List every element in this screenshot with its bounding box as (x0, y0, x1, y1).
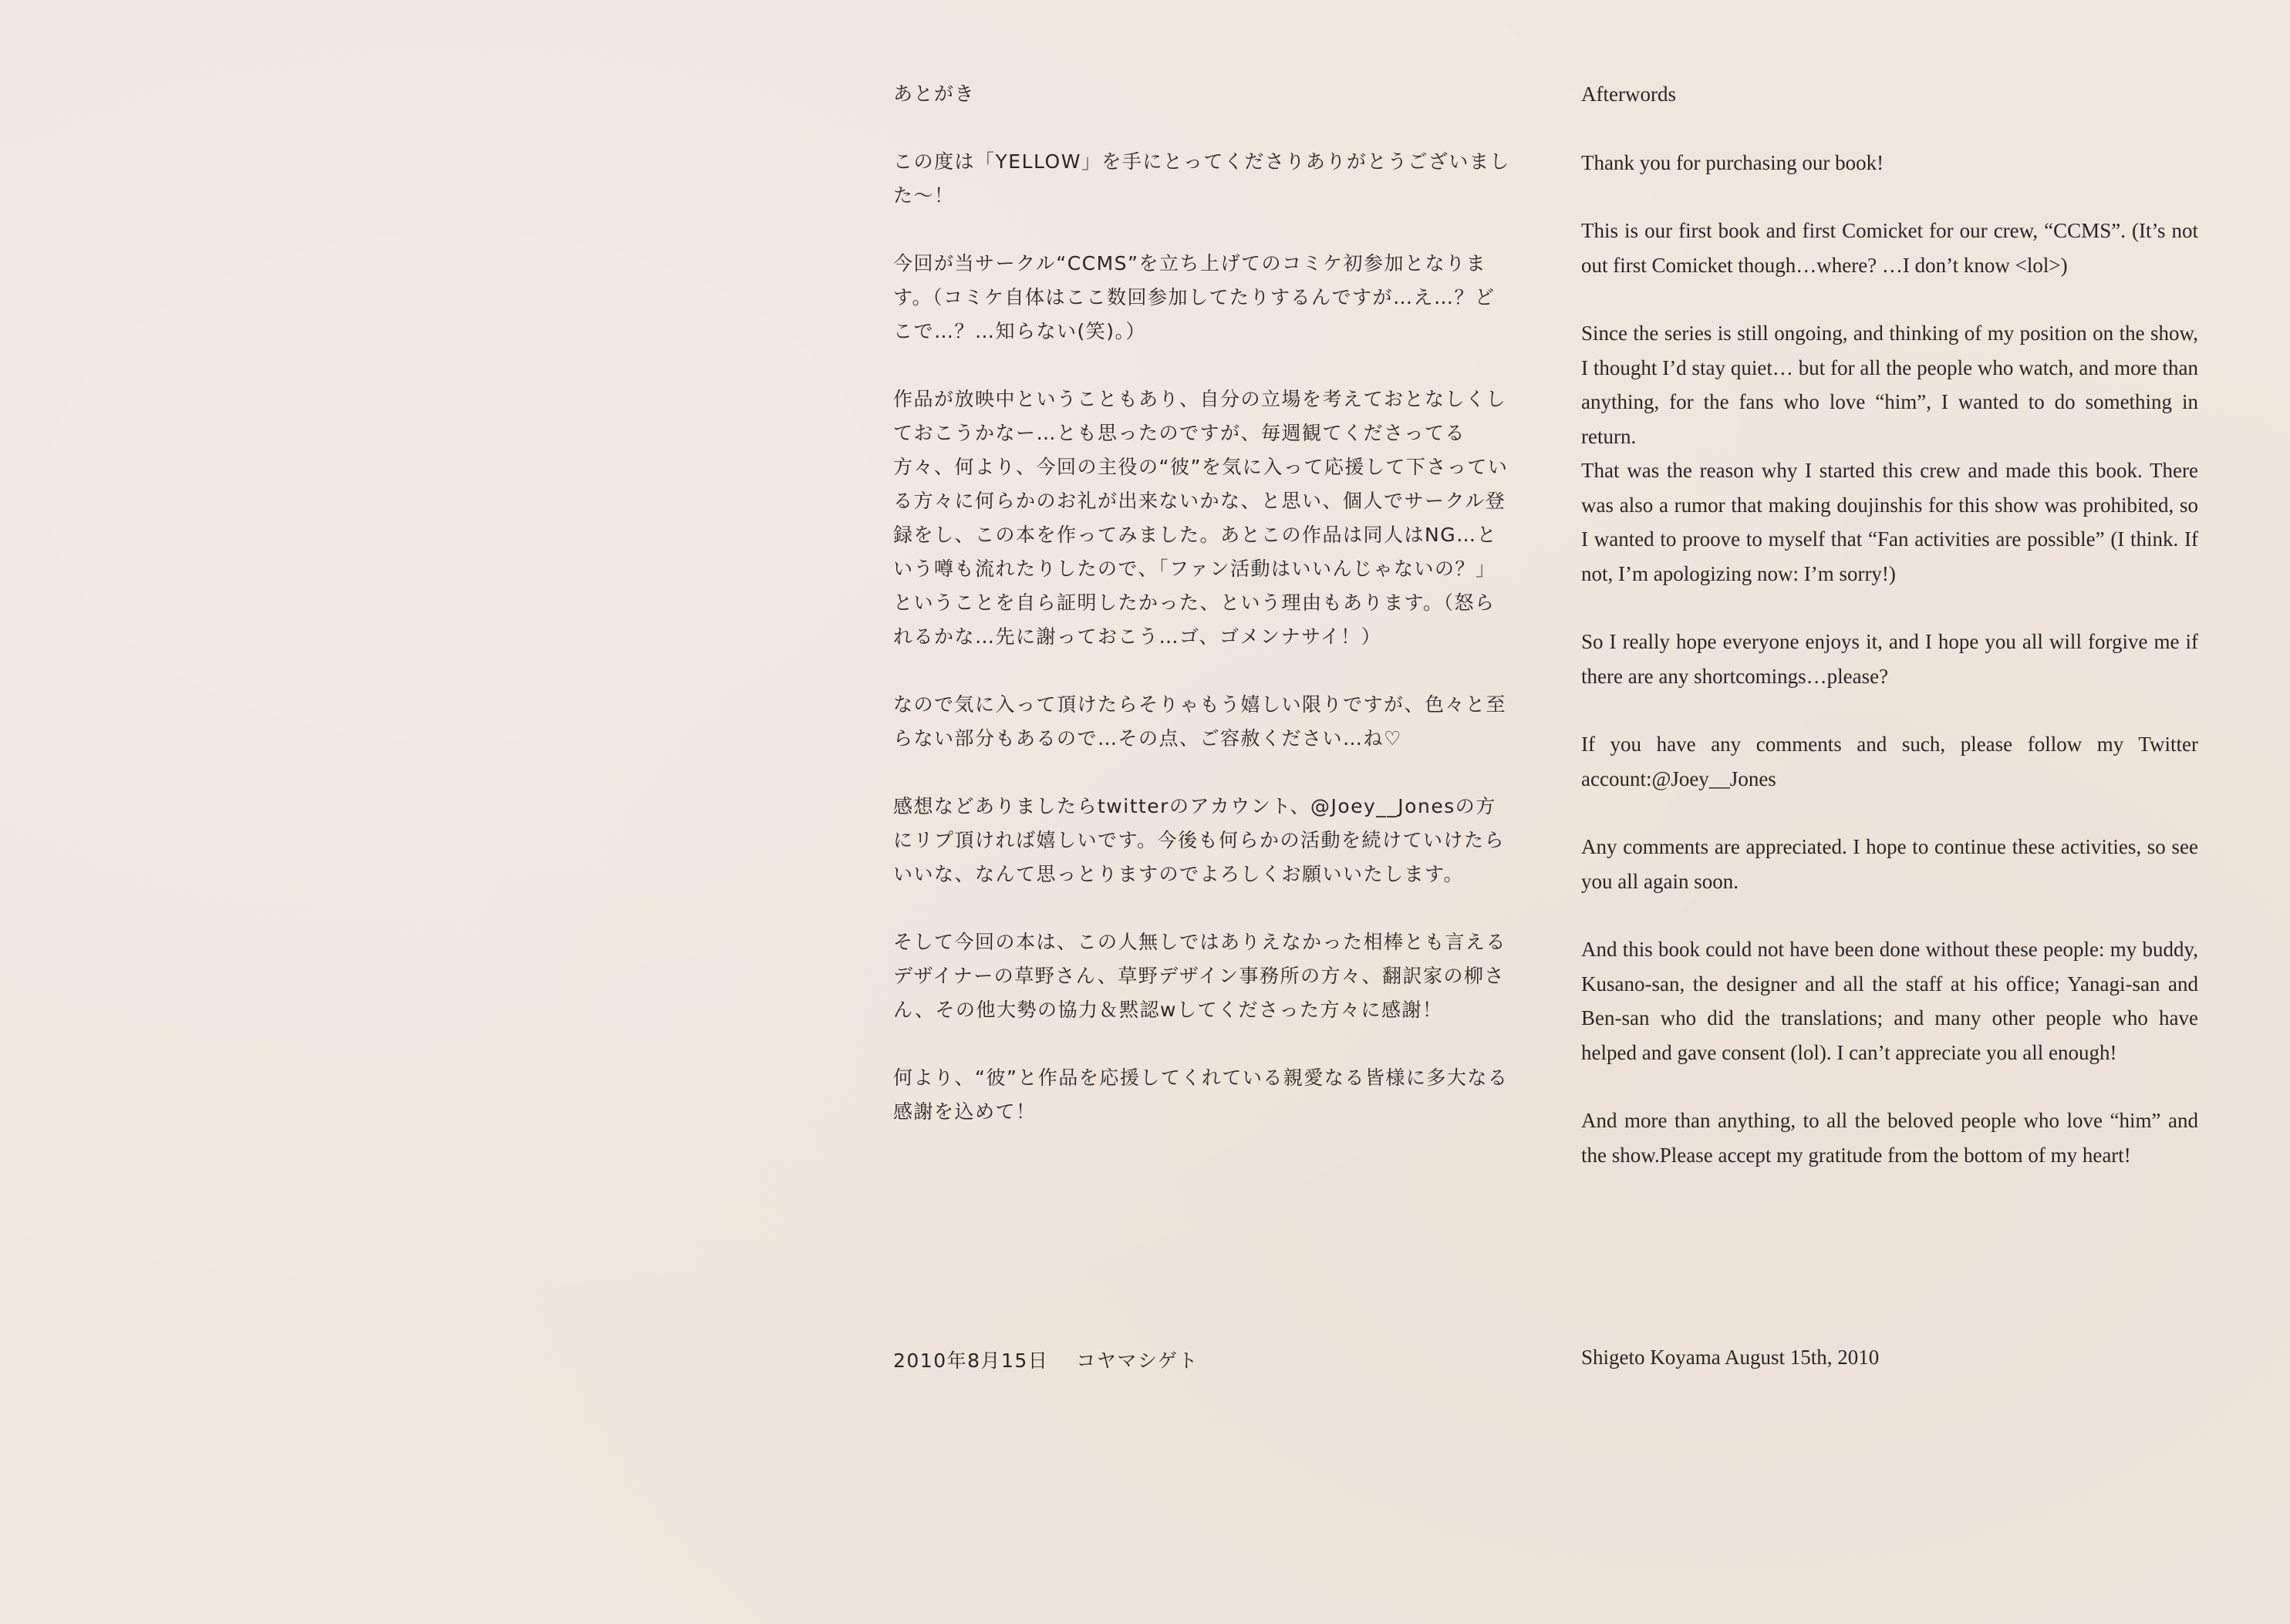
japanese-signature (893, 1346, 1199, 1373)
japanese-paragraph-6: そして今回の本は、この人無しではありえなかった相棒とも言えるデザイナーの草野さん、草野デザイン事務所の方々、翻訳家の柳さん、その他大勢の協力＆黙認wしてくださった方々に感謝！ (893, 931, 1507, 1021)
japanese-paragraph-7: 何より、“彼”と作品を応援してくれている親愛なる皆様に多大なる感謝を込めて！ (893, 1066, 1509, 1123)
afterword-japanese (893, 77, 1510, 1163)
japanese-heading: あとがき (893, 83, 976, 105)
japanese-paragraph-5: 感想などありましたらtwitterのアカウント、@Joey__Jonesの方にリプ頂ければ嬉しいです。今後も何らかの活動を続けていけたらいいな、なんて思っとりますのでよろしくお願いいたします。 (893, 795, 1506, 885)
english-paragraph-9: And more than anything, to all the beloved people who love “him” and the show.Please accept my gratitude from the bottom of my heart! (1581, 1109, 2198, 1167)
japanese-paragraph-4: なので気に入って頂けたらそりゃもう嬉しい限りですが、色々と至らない部分もあるので…その点、ご容赦ください…ね♡ (893, 693, 1507, 750)
japanese-paragraph-1: この度は「YELLOW」を手にとってくださりありがとうございました～！ (893, 150, 1510, 207)
english-paragraph-8: And this book could not have been done without these people: my buddy, Kusano-san, the designer and all the staff at his office; Yanagi-san and Ben-san who did the translations; and many other people who have helped and gave consent (lol). I can’t appreciate you all enough! (1581, 938, 2198, 1064)
english-paragraph-7: Any comments are appreciated. I hope to continue these activities, so see you all again soon. (1581, 835, 2198, 893)
english-paragraph-6: If you have any comments and such, please follow my Twitter account:@Joey__Jones (1581, 733, 2198, 790)
english-paragraph-5: So I really hope everyone enjoys it, and I hope you all will forgive me if there are any shortcomings…please? (1581, 630, 2198, 688)
japanese-paragraph-2: 今回が当サークル“CCMS”を立ち上げてのコミケ初参加となります。（コミケ自体はここ数回参加してたりするんですが…え…？どこで…？…知らない(笑)。） (893, 252, 1496, 342)
japanese-paragraph-3: 作品が放映中ということもあり、自分の立場を考えておとなしくしておこうかなー…とも思ったのですが、毎週観てくださってる方々、何より、今回の主役の“彼”を気に入って応援して下さっている方々に何らかのお礼が出来ないかな、と思い、個人でサークル登録をし、この本を作ってみました。あとこの作品は同人はNG…という噂も流れたりしたので、「ファン活動はいいんじゃないの？」ということを自ら証明したかった、という理由もあります。（怒られるかな…先に謝っておこう…ゴ、ゴメンナサイ！） (893, 388, 1509, 648)
japanese-signature-name: コヤマシゲト (1076, 1349, 1199, 1372)
english-paragraph-2: This is our first book and first Comicket for our crew, “CCMS”. (It’s not out first Comicket though…where? …I don’t know <lol>) (1581, 219, 2198, 277)
afterword-english (1581, 77, 2198, 1206)
english-paragraph-4: That was the reason why I started this crew and made this book. There was also a rumor that making doujinshis for this show was prohibited, so I wanted to proove to myself that “Fan activities are possible” (I think. If not, I’m apologizing now: I’m sorry!) (1581, 459, 2198, 585)
english-paragraph-3: Since the series is still ongoing, and thinking of my position on the show, I thought I’d stay quiet… but for all the people who watch, and more than anything, for the fans who love “him”, I wanted to do something in return. (1581, 322, 2198, 448)
english-heading: Afterwords (1581, 83, 1676, 106)
english-signature: Shigeto Koyama August 15th, 2010 (1581, 1346, 1880, 1369)
japanese-signature-date: 2010年8月15日 (893, 1349, 1049, 1372)
english-paragraph-1: Thank you for purchasing our book! (1581, 150, 1884, 174)
